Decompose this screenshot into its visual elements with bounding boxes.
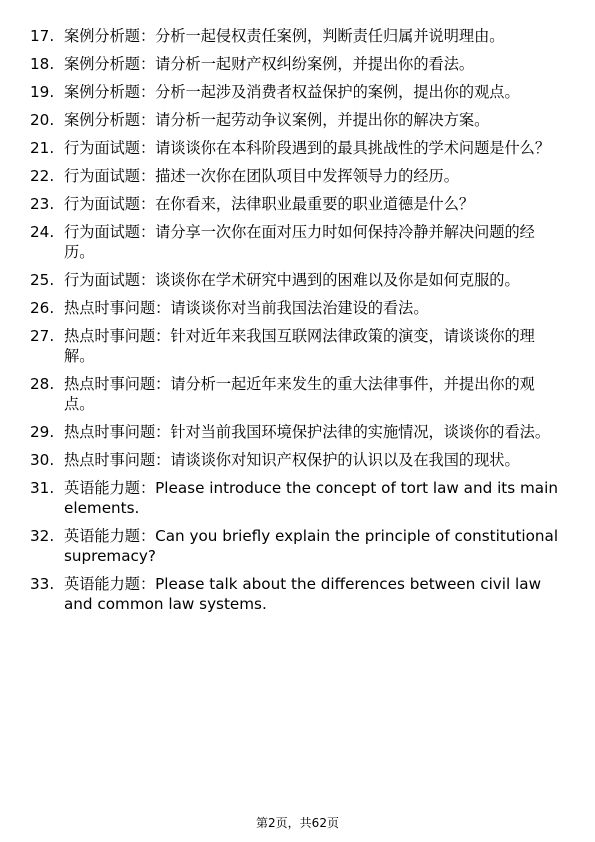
question-number: 24.: [30, 223, 55, 241]
question-number: 29.: [30, 423, 55, 441]
list-item: [30, 526, 560, 566]
question-text: 案例分析题：请分析一起劳动争议案例，并提出你的解决方案。: [64, 111, 490, 129]
question-text: 行为面试题：谈谈你在学术研究中遇到的困难以及你是如何克服的。: [64, 271, 520, 289]
question-number: 20.: [30, 111, 55, 129]
question-number: 26.: [30, 299, 55, 317]
list-item: [30, 326, 560, 366]
list-item: [30, 222, 560, 262]
list-item: [30, 270, 560, 290]
question-text: 热点时事问题：针对近年来我国互联网法律政策的演变，请谈谈你的理解。: [64, 327, 535, 365]
question-number: 25.: [30, 271, 55, 289]
question-list: [30, 26, 560, 622]
question-number: 19.: [30, 83, 55, 101]
list-item: [30, 574, 560, 614]
list-item: [30, 82, 560, 102]
question-number: 18.: [30, 55, 55, 73]
question-text: 英语能力题：Please talk about the differences between civil law and common law systems.: [64, 575, 541, 613]
question-text: 英语能力题：Can you briefly explain the principle of constitutional supremacy?: [64, 527, 559, 565]
list-item: [30, 450, 560, 470]
list-item: [30, 374, 560, 414]
question-text: 热点时事问题：针对当前我国环境保护法律的实施情况，谈谈你的看法。: [64, 423, 550, 441]
question-number: 27.: [30, 327, 55, 345]
question-text: 行为面试题：请分享一次你在面对压力时如何保持冷静并解决问题的经历。: [64, 223, 535, 261]
question-text: 案例分析题：分析一起涉及消费者权益保护的案例，提出你的观点。: [64, 83, 520, 101]
list-item: [30, 166, 560, 186]
question-text: 英语能力题：Please introduce the concept of tort law and its main elements.: [64, 479, 558, 517]
question-text: 行为面试题：在你看来，法律职业最重要的职业道德是什么？: [64, 195, 475, 213]
question-number: 32.: [30, 527, 55, 545]
question-text: 热点时事问题：请谈谈你对当前我国法治建设的看法。: [64, 299, 429, 317]
list-item: [30, 110, 560, 130]
list-item: [30, 138, 560, 158]
list-item: [30, 478, 560, 518]
question-number: 23.: [30, 195, 55, 213]
question-text: 行为面试题：请谈谈你在本科阶段遇到的最具挑战性的学术问题是什么？: [64, 139, 550, 157]
question-text: 热点时事问题：请谈谈你对知识产权保护的认识以及在我国的现状。: [64, 451, 520, 469]
question-text: 热点时事问题：请分析一起近年来发生的重大法律事件，并提出你的观点。: [64, 375, 535, 413]
question-number: 30.: [30, 451, 55, 469]
list-item: [30, 54, 560, 74]
list-item: [30, 26, 560, 46]
page-number-footer: 第2页，共62页: [256, 816, 339, 830]
question-number: 31.: [30, 479, 55, 497]
question-number: 22.: [30, 167, 55, 185]
list-item: [30, 298, 560, 318]
question-number: 21.: [30, 139, 55, 157]
list-item: [30, 194, 560, 214]
question-number: 33.: [30, 575, 55, 593]
question-number: 17.: [30, 27, 55, 45]
list-item: [30, 422, 560, 442]
question-number: 28.: [30, 375, 55, 393]
question-text: 行为面试题：描述一次你在团队项目中发挥领导力的经历。: [64, 167, 459, 185]
question-text: 案例分析题：请分析一起财产权纠纷案例，并提出你的看法。: [64, 55, 475, 73]
question-text: 案例分析题：分析一起侵权责任案例，判断责任归属并说明理由。: [64, 27, 505, 45]
